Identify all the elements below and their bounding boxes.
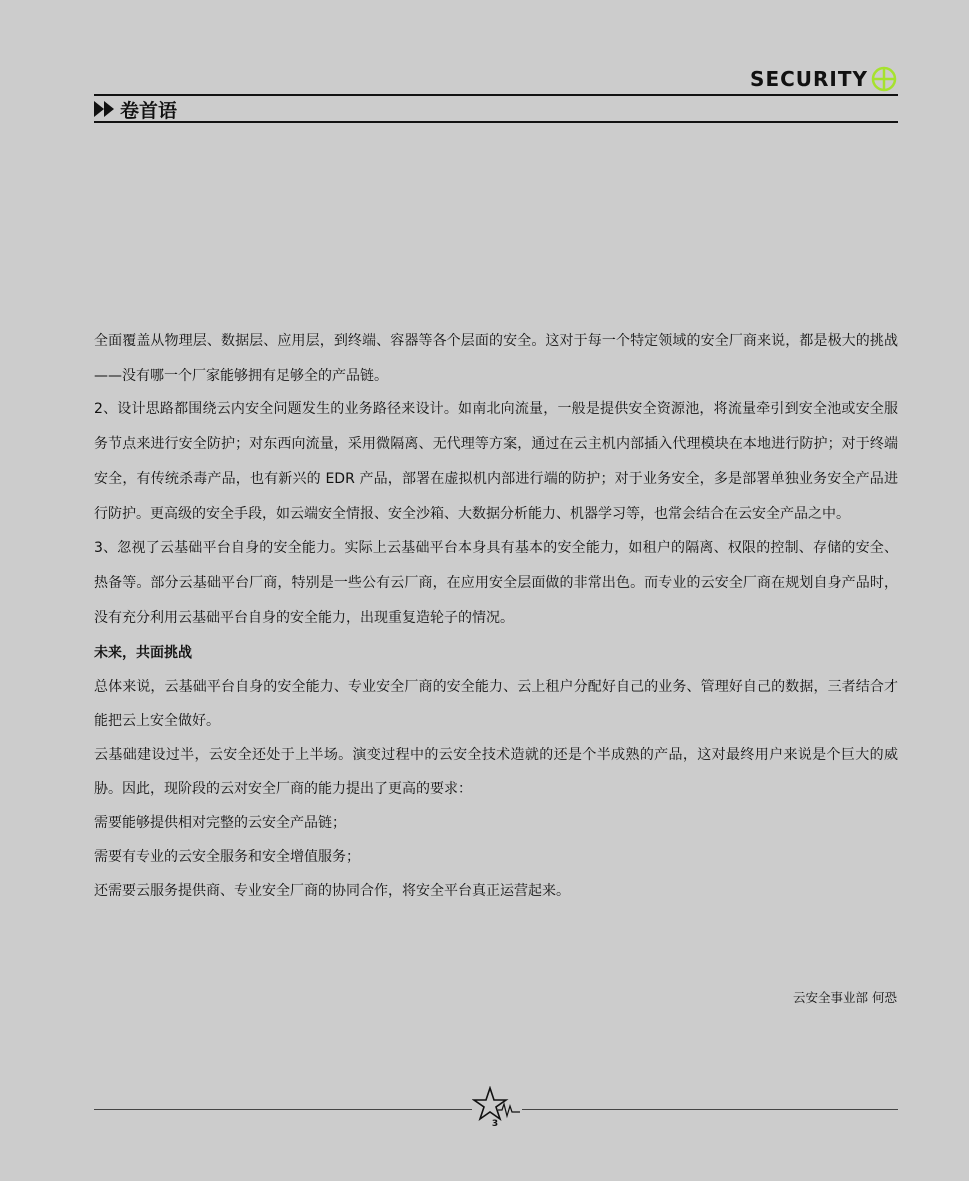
- paragraph: 总体来说，云基础平台自身的安全能力、专业安全厂商的安全能力、云上租户分配好自己的业务、管理好自己的数据，三者结合才能把云上安全做好。: [94, 679, 898, 729]
- brand-logo: [750, 66, 897, 92]
- article-body: [94, 324, 898, 908]
- section-rule: [94, 121, 898, 123]
- paragraph: 需要能够提供相对完整的云安全产品链；: [94, 815, 346, 831]
- subheading: 未来，共面挑战: [94, 645, 192, 661]
- author-signature: 云安全事业部 何恐: [793, 990, 897, 1005]
- section-header: [94, 98, 177, 120]
- header-rule: [94, 94, 898, 96]
- paragraph: 需要有专业的云安全服务和安全增值服务；: [94, 849, 360, 865]
- paragraph: 全面覆盖从物理层、数据层、应用层，到终端、容器等各个层面的安全。这对于每一个特定领域的安全厂商来说，都是极大的挑战——没有哪一个厂家能够拥有足够全的产品链。: [94, 333, 898, 384]
- paragraph: 2、设计思路都围绕云内安全问题发生的业务路径来设计。如南北向流量，一般是提供安全资源池，将流量牵引到安全池或安全服务节点来进行安全防护；对东西向流量，采用微隔离、无代理等方案，通过在云主机内部插入代理模块在本地进行防护；对于终端安全，有传统杀毒产品，也有新兴的 EDR 产品，部署在虚拟机内部进行端的防护；对于业务安全，多是部署单独业务安全产品进行防护。更高级的安全手段，如云端安全情报、安全沙箱、大数据分析能力、机器学习等，也常会结合在云安全产品之中。: [94, 401, 898, 522]
- paragraph: 3、忽视了云基础平台自身的安全能力。实际上云基础平台本身具有基本的安全能力，如租户的隔离、权限的控制、存储的安全、热备等。部分云基础平台厂商，特别是一些公有云厂商，在应用安全层面做的非常出色。而专业的云安全厂商在规划自身产品时，没有充分利用云基础平台自身的安全能力，出现重复造轮子的情况。: [94, 540, 898, 626]
- page-number: 3: [491, 1119, 499, 1129]
- section-title: 卷首语: [120, 99, 178, 122]
- paragraph: 云基础建设过半，云安全还处于上半场。演变过程中的云安全技术造就的还是个半成熟的产品，这对最终用户来说是个巨大的威胁。因此，现阶段的云对安全厂商的能力提出了更高的要求：: [94, 747, 898, 797]
- footer-rule-right: [522, 1109, 898, 1110]
- footer-rule-left: [94, 1109, 472, 1110]
- paragraph: 还需要云服务提供商、专业安全厂商的协同合作，将安全平台真正运营起来。: [94, 883, 570, 899]
- plus-circle-icon: [871, 66, 897, 92]
- double-arrow-icon: [94, 101, 116, 117]
- brand-name: SECURITY: [750, 67, 868, 91]
